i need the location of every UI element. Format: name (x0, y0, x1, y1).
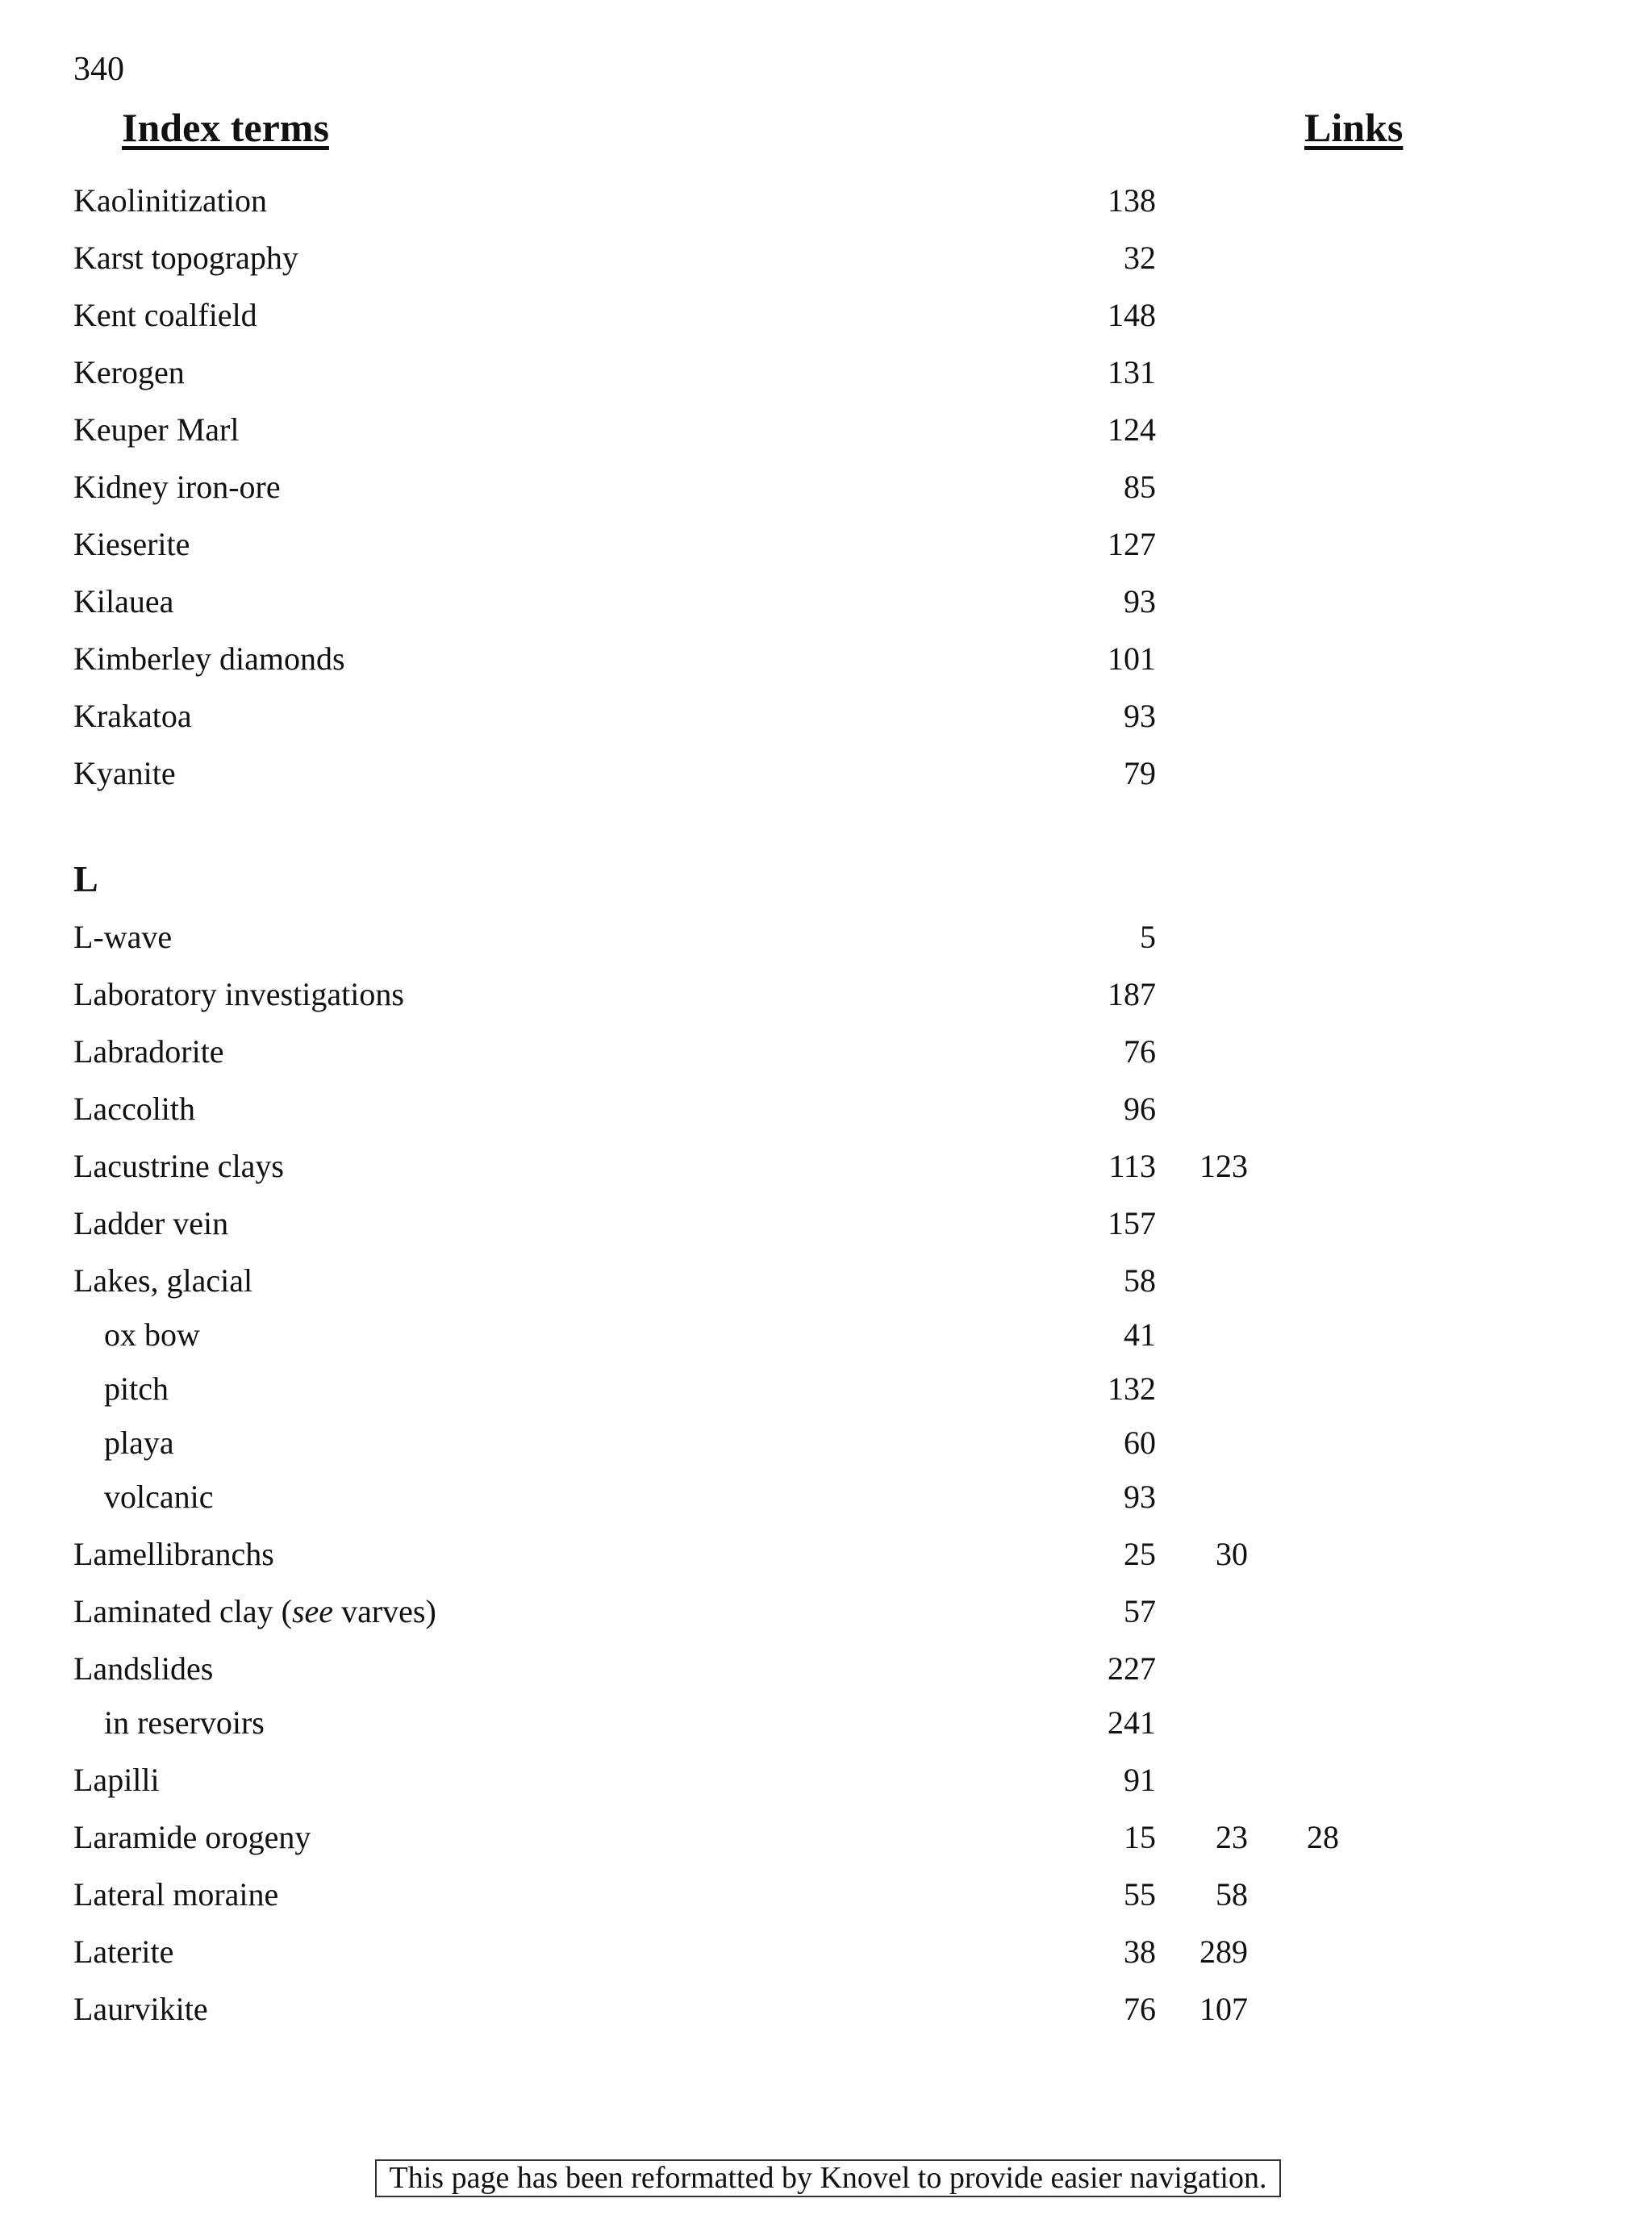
page-link[interactable]: 93 (1124, 1479, 1156, 1515)
index-entry-row (0, 1419, 1652, 1467)
page-link[interactable]: 58 (1216, 1876, 1248, 1913)
index-subterm: volcanic (104, 1479, 214, 1515)
page-link[interactable]: 55 (1124, 1876, 1156, 1913)
page-link[interactable]: 85 (1124, 469, 1156, 505)
index-term: Lakes, glacial (73, 1262, 253, 1299)
page-link[interactable]: 96 (1124, 1091, 1156, 1127)
page-number: 340 (73, 51, 124, 88)
header-index-terms: Index terms (122, 105, 329, 150)
index-term-see: see (291, 1593, 334, 1629)
index-entry-row (0, 1365, 1652, 1413)
index-subterm: ox bow (104, 1316, 200, 1353)
page-link[interactable]: 131 (1108, 354, 1156, 390)
index-entry-row (0, 635, 1652, 683)
page-link[interactable]: 148 (1108, 297, 1156, 333)
index-entry-row (0, 1756, 1652, 1804)
page-link[interactable]: 124 (1108, 411, 1156, 448)
index-entry-row (0, 177, 1652, 225)
page-link[interactable]: 107 (1199, 1991, 1248, 2027)
index-term: Lamellibranchs (73, 1536, 274, 1572)
index-term: Karst topography (73, 240, 298, 276)
index-term: Labradorite (73, 1033, 224, 1070)
index-term: Kimberley diamonds (73, 640, 345, 677)
index-term: Krakatoa (73, 698, 192, 734)
page-link[interactable]: 127 (1108, 526, 1156, 562)
page-link[interactable]: 93 (1124, 583, 1156, 619)
page-link[interactable]: 41 (1124, 1316, 1156, 1353)
index-term: Ladder vein (73, 1205, 229, 1241)
index-entry-row (0, 970, 1652, 1019)
page-link[interactable]: 76 (1124, 1033, 1156, 1070)
page-link[interactable]: 289 (1199, 1934, 1248, 1970)
index-entry-row (0, 1199, 1652, 1248)
index-entry-row (0, 1028, 1652, 1076)
page-link[interactable]: 157 (1108, 1205, 1156, 1241)
index-entry-row (0, 234, 1652, 282)
index-entry-row (0, 1311, 1652, 1359)
index-subterm: pitch (104, 1370, 169, 1407)
index-entry-row (0, 1813, 1652, 1862)
index-entry-row (0, 348, 1652, 397)
page-link[interactable]: 23 (1216, 1819, 1248, 1855)
index-term-text: Laminated clay ( (73, 1593, 292, 1629)
index-term: Kyanite (73, 755, 176, 791)
index-term: L-wave (73, 919, 173, 955)
page-link[interactable]: 38 (1124, 1934, 1156, 1970)
index-entry-row (0, 1085, 1652, 1133)
page-link[interactable]: 101 (1108, 640, 1156, 677)
page-link[interactable]: 227 (1108, 1650, 1156, 1687)
index-entry-row (0, 578, 1652, 626)
section-letter: L (73, 858, 98, 899)
page-link[interactable]: 58 (1124, 1262, 1156, 1299)
index-term: Landslides (73, 1650, 214, 1687)
page-link[interactable]: 123 (1199, 1148, 1248, 1184)
index-entry-row (0, 1928, 1652, 1976)
page-link[interactable]: 30 (1216, 1536, 1248, 1572)
index-entry-row (0, 406, 1652, 454)
index-term: Laurvikite (73, 1991, 208, 2027)
index-entry-row (0, 913, 1652, 962)
page-link[interactable]: 5 (1140, 919, 1156, 955)
index-term: Lacustrine clays (73, 1148, 284, 1184)
index-term (73, 1587, 436, 1636)
page-link[interactable]: 241 (1108, 1704, 1156, 1741)
page-link[interactable]: 76 (1124, 1991, 1156, 2027)
index-entry-row (0, 1645, 1652, 1693)
index-term: Kilauea (73, 583, 174, 619)
index-entry-row (0, 1985, 1652, 2034)
page-link[interactable]: 25 (1124, 1536, 1156, 1572)
index-term: Keuper Marl (73, 411, 240, 448)
index-entry-row (0, 692, 1652, 740)
page-link[interactable]: 138 (1108, 182, 1156, 219)
index-term: Lapilli (73, 1762, 160, 1798)
page-link[interactable]: 187 (1108, 976, 1156, 1012)
page-link[interactable]: 132 (1108, 1370, 1156, 1407)
index-entry-row (0, 749, 1652, 798)
page-link[interactable]: 79 (1124, 755, 1156, 791)
page-link[interactable]: 60 (1124, 1425, 1156, 1461)
index-entry-row (0, 1473, 1652, 1521)
index-term: Laterite (73, 1934, 174, 1970)
index-entry-row (0, 1142, 1652, 1191)
index-entry-row (0, 1871, 1652, 1919)
index-entry-row (0, 1257, 1652, 1305)
index-term-text: varves) (333, 1593, 436, 1629)
knovel-footer-note: This page has been reformatted by Knovel to provide easier navigation. (375, 2159, 1281, 2197)
index-entry-row (0, 463, 1652, 511)
index-term: Lateral moraine (73, 1876, 279, 1913)
index-term: Kidney iron-ore (73, 469, 281, 505)
index-term: Laboratory investigations (73, 976, 404, 1012)
page-link[interactable]: 28 (1307, 1819, 1339, 1855)
index-entry-row (0, 1530, 1652, 1579)
page-link[interactable]: 113 (1108, 1148, 1156, 1184)
index-term: Kieserite (73, 526, 190, 562)
index-term: Laramide orogeny (73, 1819, 311, 1855)
page-link[interactable]: 57 (1124, 1593, 1156, 1629)
page-link[interactable]: 93 (1124, 698, 1156, 734)
index-term: Laccolith (73, 1091, 196, 1127)
header-links: Links (1304, 105, 1404, 150)
index-term: Kerogen (73, 354, 185, 390)
page-link[interactable]: 32 (1124, 240, 1156, 276)
index-entry-row (0, 1587, 1652, 1636)
index-term: Kent coalfield (73, 297, 257, 333)
index-entry-row (0, 520, 1652, 569)
page-link[interactable]: 15 (1124, 1819, 1156, 1855)
index-subterm: playa (104, 1425, 174, 1461)
page-link[interactable]: 91 (1124, 1762, 1156, 1798)
index-entry-row (0, 291, 1652, 340)
index-term: Kaolinitization (73, 182, 267, 219)
index-subterm: in reservoirs (104, 1704, 265, 1741)
index-entry-row (0, 1699, 1652, 1747)
